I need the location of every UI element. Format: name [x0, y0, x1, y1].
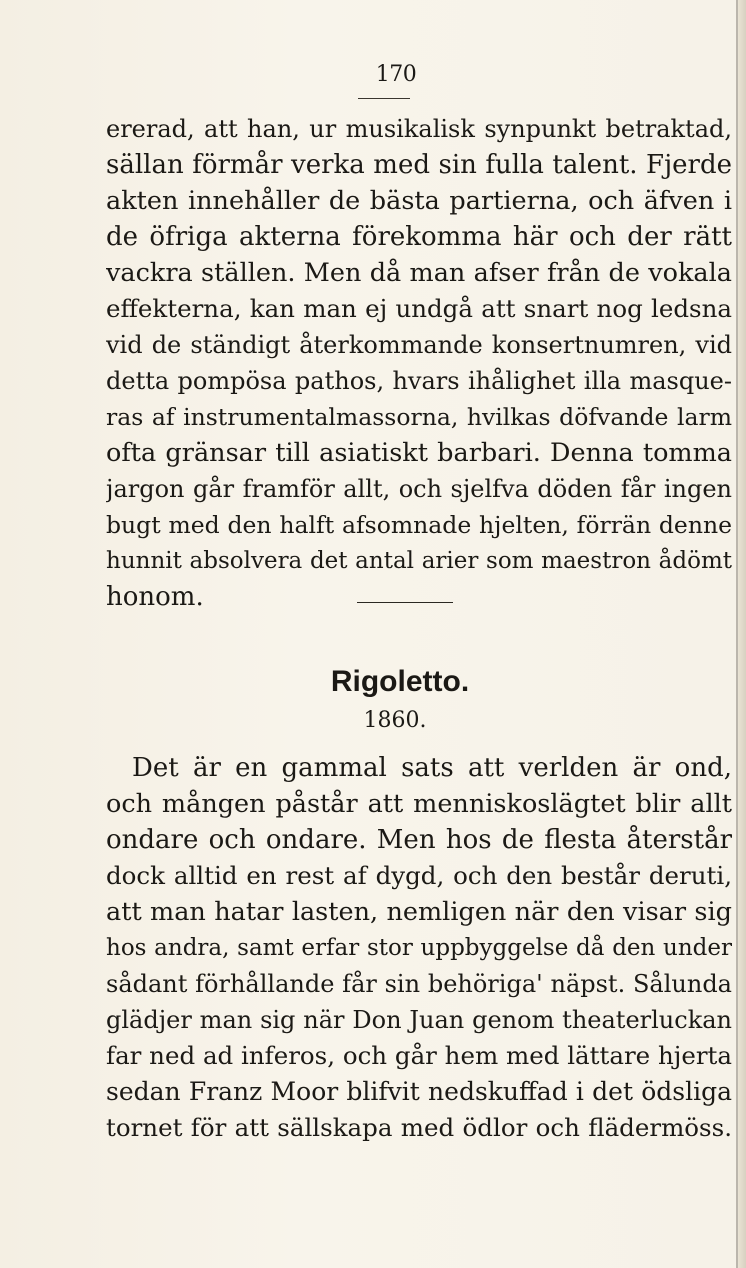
paragraph-opera-review — [106, 111, 732, 615]
text-line: Det är en gammal sats att verlden är ond, — [132, 753, 732, 783]
text-line: far ned ad inferos, och går hem med lättare hjerta — [106, 1041, 732, 1070]
text-line: hos andra, samt erfar stor uppbyggelse då den under — [106, 935, 732, 961]
text-line: och mången påstår att menniskoslägtet blir allt — [106, 789, 732, 819]
text-line: vid de ständigt återkommande konsertnumren, vid — [106, 331, 732, 359]
text-line: hunnit absolvera det antal arier som maestron ådömt — [106, 548, 732, 574]
text-line: att man hatar lasten, nemligen när den visar sig — [106, 897, 732, 927]
page-edge-line — [736, 0, 738, 1268]
text-line: bugt med den halft afsomnade hjelten, förrän denne — [106, 511, 732, 539]
text-line: tornet för att sällskapa med ödlor och flädermöss. — [106, 1113, 732, 1142]
text-line: ofta gränsar till asiatiskt barbari. Denna tomma — [106, 438, 732, 468]
text-line: sällan förmår verka med sin fulla talent. Fjerde — [106, 150, 732, 180]
page-number-underline — [358, 98, 410, 99]
text-line: jargon går framför allt, och sjelfva döden får ingen — [106, 475, 732, 503]
text-line: ondare och ondare. Men hos de flesta återstår — [106, 825, 732, 855]
section-heading: Rigoletto. — [330, 665, 470, 698]
text-line: ererad, att han, ur musikalisk synpunkt betraktad, — [106, 115, 732, 143]
text-line: effekterna, kan man ej undgå att snart nog ledsna — [106, 294, 732, 323]
text-line: ras af instrumentalmassorna, hvilkas döfvande larm — [106, 403, 732, 431]
text-line: sådant förhållande får sin behöriga' näpst. Sålunda — [106, 970, 732, 998]
section-year: 1860. — [363, 708, 427, 733]
text-line: akten innehåller de bästa partierna, och äfven i — [106, 186, 732, 216]
text-line: detta pompösa pathos, hvars ihålighet illa masque- — [106, 367, 732, 395]
paragraph-rigoletto — [106, 750, 732, 1146]
text-line: honom. — [106, 582, 204, 612]
page-edge-shadow — [738, 0, 746, 1268]
text-line: vackra ställen. Men då man afser från de vokala — [106, 258, 732, 288]
section-divider — [357, 602, 453, 603]
text-line: de öfriga akterna förekomma här och der rätt — [106, 222, 732, 252]
text-line: dock alltid en rest af dygd, och den består deruti, — [106, 861, 732, 890]
text-line: glädjer man sig när Don Juan genom theaterluckan — [106, 1006, 732, 1034]
page-number: 170 — [375, 62, 417, 87]
text-line: sedan Franz Moor blifvit nedskuffad i det ödsliga — [106, 1077, 732, 1106]
